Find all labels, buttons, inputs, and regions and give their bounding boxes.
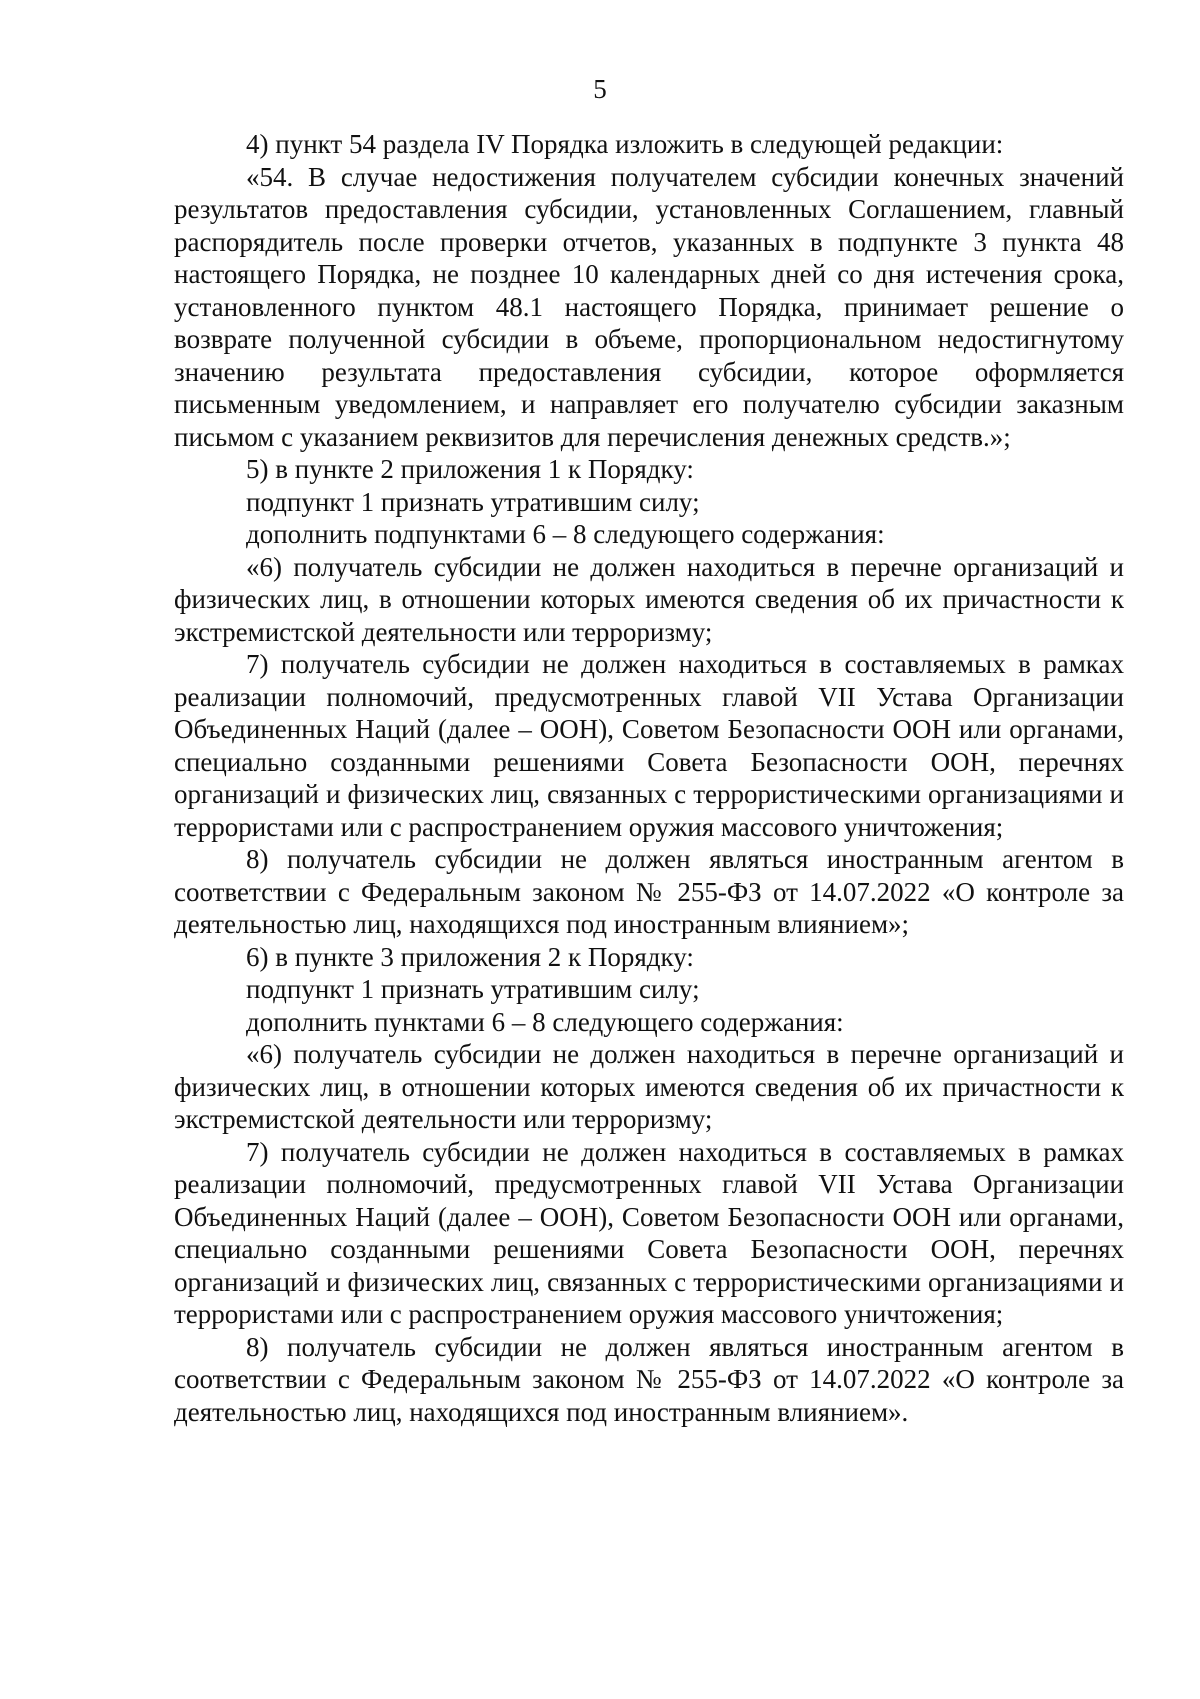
paragraph-item-6-quote: «6) получатель субсидии не должен находиться в перечне организаций и физических лиц, в отношении которых имеются сведения об их причастности к экстремистской деятельности или терроризму; — [174, 1039, 1124, 1134]
paragraph-add-items: дополнить пунктами 6 – 8 следующего содержания: — [246, 1006, 844, 1037]
paragraph-add-subitems: дополнить подпунктами 6 – 8 следующего содержания: — [246, 519, 885, 549]
paragraph-subitem-6: «6) получатель субсидии не должен находиться в перечне организаций и физических лиц, в отношении которых имеются сведения об их причастности к экстремистской деятельности или терроризму; — [174, 551, 1124, 647]
paragraph-item-4: 4) пункт 54 раздела IV Порядка изложить в следующей редакции: — [246, 129, 1004, 159]
document-body — [174, 128, 1124, 1428]
page-number: 5 — [593, 74, 607, 104]
paragraph-subitem-7: 7) получатель субсидии не должен находиться в составляемых в рамках реализации полномочий, предусмотренных главой VII Устава Организации Объединенных Наций (далее – ООН), Советом Безопасности ООН или органами, специально созданными решениями Совета Безопасности ООН, перечнях организаций и физических лиц, связанных с террористическими организациями и террористами или с распространением оружия массового уничтожения; — [174, 649, 1124, 842]
paragraph-quote-54: «54. В случае недостижения получателем субсидии конечных значений результатов предоставления субсидии, установленных Соглашением, главный распорядитель после проверки отчетов, указанных в подпункте 3 пункта 48 настоящего Порядка, не позднее 10 календарных дней со дня истечения срока, установленного пунктом 48.1 настоящего Порядка, принимает решение о возврате полученной субсидии в объеме, пропорциональном недостигнутому значению результата предоставления субсидии, которое оформляется письменным уведомлением, и направляет его получателю субсидии заказным письмом с указанием реквизитов для перечисления денежных средств.»; — [174, 161, 1124, 452]
paragraph-item-8: 8) получатель субсидии не должен являться иностранным агентом в соответствии с Федеральным законом № 255-ФЗ от 14.07.2022 «О контроле за деятельностью лиц, находящихся под иностранным влиянием». — [174, 1331, 1124, 1427]
paragraph-subitem-1-void: подпункт 1 признать утратившим силу; — [246, 486, 700, 517]
paragraph-subitem-1-void-2: подпункт 1 признать утратившим силу; — [246, 974, 700, 1004]
paragraph-item-7: 7) получатель субсидии не должен находиться в составляемых в рамках реализации полномочий, предусмотренных главой VII Устава Организации Объединенных Наций (далее – ООН), Советом Безопасности ООН или органами, специально созданными решениями Совета Безопасности ООН, перечнях организаций и физических лиц, связанных с террористическими организациями и террористами или с распространением оружия массового уничтожения; — [174, 1136, 1124, 1329]
paragraph-item-5: 5) в пункте 2 приложения 1 к Порядку: — [246, 454, 694, 484]
paragraph-subitem-8: 8) получатель субсидии не должен являться иностранным агентом в соответствии с Федеральным законом № 255-ФЗ от 14.07.2022 «О контроле за деятельностью лиц, находящихся под иностранным влиянием»; — [174, 844, 1124, 939]
paragraph-item-6: 6) в пункте 3 приложения 2 к Порядку: — [246, 941, 694, 972]
